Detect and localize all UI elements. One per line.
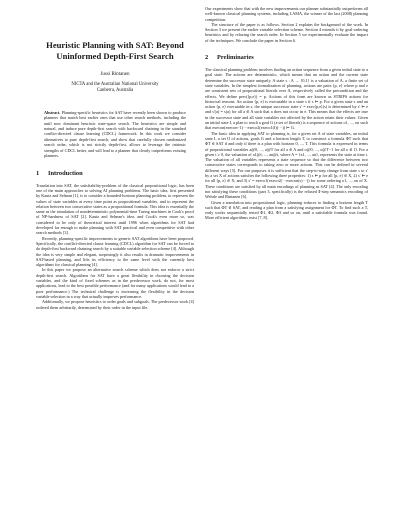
section-heading-preliminaries: [205, 54, 368, 61]
affiliation-location: Canberra, Australia: [96, 87, 134, 93]
intro-paragraph-5: Our experiments show that with the new improvements our planner substantially outperforms all well-known classical planning systems, including LAMA, the winner of the last (2008) planning competition.: [205, 6, 368, 22]
abstract-text: Planning-specific heuristics for SAT have recently been shown to produce planners that match best earlier ones that use other search methods, including the until now dominant heuristic state-space search. The heuristics are simple and natural, and induce pure depth-first search with backward chaining in the standard conflict-directed clause learning (CDCL) framework. In this work we consider alternatives to pure depth-first search, and show that carefully chosen randomized search order, which is not strictly depth-first, allows to leverage the intrinsic strengths of CDCL better, and will lead to a planner that clearly outperforms existing planners.: [44, 109, 186, 159]
abstract-label: Abstract.: [44, 109, 61, 115]
section-title: Introduction: [48, 169, 83, 177]
prelim-paragraph-3: Given a translation into propositional logic, planning reduces to finding a horizon length T such that ΦT ∈ SAT, and reading a plan from a satisfying assignment for ΦT. To find such a T, early works sequentially tested Φ1, Φ2, Φ3 and so on, until a satisfiable formula was found. More efficient algorithms exist [7, 8].: [205, 199, 368, 221]
prelim-paragraph-2: The basic idea in applying SAT to planning is, for a given set A of state variables, an initial state I, a set O of actions, goals G and a horizon length T, to construct a formula ΦT such that ΦT ∈ SAT if and only if there is a plan with horizon 0, ..., T. This formula is expressed in terms of propositional variables a@0, ..., a@T for all a ∈ A and o@0, ..., o@T−1 for all o ∈ O. For a given t ≥ 0, the valuation of a1@t, ..., an@t, where A = {a1, ..., an}, represents the state at time t. The valuation of all variables represents a state sequence so that the difference between two consecutive states corresponds to taking zero or more actions. This can be defined in several different ways [5]. For our purposes it is sufficient that the step-to-step change from state s to s' by a set X of actions satisfies the following three properties: 1) s ⊨ p for all ⟨p, e⟩ ∈ X, 2) s' ⊨ e for all ⟨p, e⟩ ∈ X, and 3) s' = execo1(execo2(···execon(s)···)) for some ordering o1, ..., on of X. These conditions are satisfied by all main encodings of planning as SAT [4]. The only encoding not satisfying these conditions (part 3, specifically) is the relaxed ∃-step semantics encoding of Wehrle and Rintanen [6].: [205, 130, 368, 200]
section-number: 1: [36, 169, 40, 177]
author-name: Jussi Rintanen: [100, 72, 130, 77]
right-column: [205, 6, 368, 221]
intro-paragraph-4: Additionally, we propose heuristics to order goals and subgoals. The predecessor work [4] ordered them arbitrarily, determined by their order in the input file.: [36, 299, 194, 310]
left-column: [36, 40, 194, 310]
prelim-paragraph-1: The classical planning problem involves finding an action sequence from a given initial state to a goal state. The actions are deterministic, which means that an action and the current state determine the successor state uniquely. A state s : A → {0,1} is a valuation of A, a finite set of state variables. In the simplest formalization of planning, actions are pairs ⟨p, e⟩ where p and e are consistent sets of propositional literals over A, respectively called the precondition and the effects. We define prec(⟨p,e⟩) = p. Actions of this form are known as STRIPS actions for historical reasons. An action ⟨p, e⟩ is executable in a state s if s ⊨ p. For a given state s and an action ⟨p, e⟩ executable in s, the unique successor state s' = exec⟨p,e⟩(s) is determined by s' ⊨ e and s'(a) = s(a) for all a ∈ A such that a does not occur in e. This means that the effects are true in the successor state and all state variables not affected by the action retain their values. Given an initial state I, a plan to reach a goal G (a set of literals) is a sequence of actions o1, ..., on such that execon(execon−1(···execo2(execo1(I))···)) ⊨ G.: [205, 67, 368, 131]
intro-paragraph-3: In this paper we propose an alternative search scheme which does not enforce a strict depth-first search. Algorithms for SAT have a great flexibility in choosing the decision variables, and the kind of fixed schemes as in the predecessor work, do not, for most applications, lead to the best possible performance (and for many applications would lead to a poor performance.) The technical challenge is increasing the flexibility in the decision variable selection in a way that actually improves performance.: [36, 267, 194, 299]
abstract: [44, 110, 186, 159]
intro-paragraph-6: The structure of the paper is as follows. Section 2 explains the background of the work. In Section 3 we present the earlier variable selection scheme. Section 4 extends it by goal-ordering heuristics and by relaxing the search order. In Section 5 we experimentally evaluate the impact of the techniques. We conclude the paper in Section 6.: [205, 21, 368, 43]
intro-paragraph-2: Recently, planning-specific improvements to generic SAT algorithms have been proposed. Specifically, the conflict-directed clause learning (CDCL) algorithm for SAT can be forced to do depth-first backward chaining search by a suitable variable selection scheme [4]. Although the idea is very simple and elegant, surprisingly it also results in dramatic improvements in SAT-based planning, and lifts its efficiency to the same level with the currently best algorithms for classical planning [4].: [36, 235, 194, 268]
intro-paragraph-1: Translation into SAT, the satisfiability-problem of the classical propositional logic, has been one of the main approaches to solving AI planning problems. The basic idea, first presented by Kautz and Selman [1], is to consider a bounded-horizon planning problem, to represent the values of state variables at every time point as propositional variables, and to represent the relation between two consecutive states as a propositional formula. This idea is essentially the same as the simulation of nondeterministic polynomial-time Turing machines in Cook's proof of NP-hardness of SAT [2]. Kautz and Selman's idea, and Cook's even more so, was considered to be only of theoretical interest until 1996 when algorithms for SAT had developed far enough to make planning with SAT practical and even competitive with other search methods [3].: [36, 182, 194, 236]
affiliation: [36, 82, 194, 94]
section-heading-introduction: [36, 170, 194, 177]
paper-title: Heuristic Planning with SAT: Beyond Uninformed Depth-First Search: [46, 40, 184, 61]
section-title: Preliminaries: [217, 54, 254, 62]
affiliation-institution: NICTA and the Australian National University: [71, 82, 159, 87]
section-number: 2: [205, 54, 209, 62]
